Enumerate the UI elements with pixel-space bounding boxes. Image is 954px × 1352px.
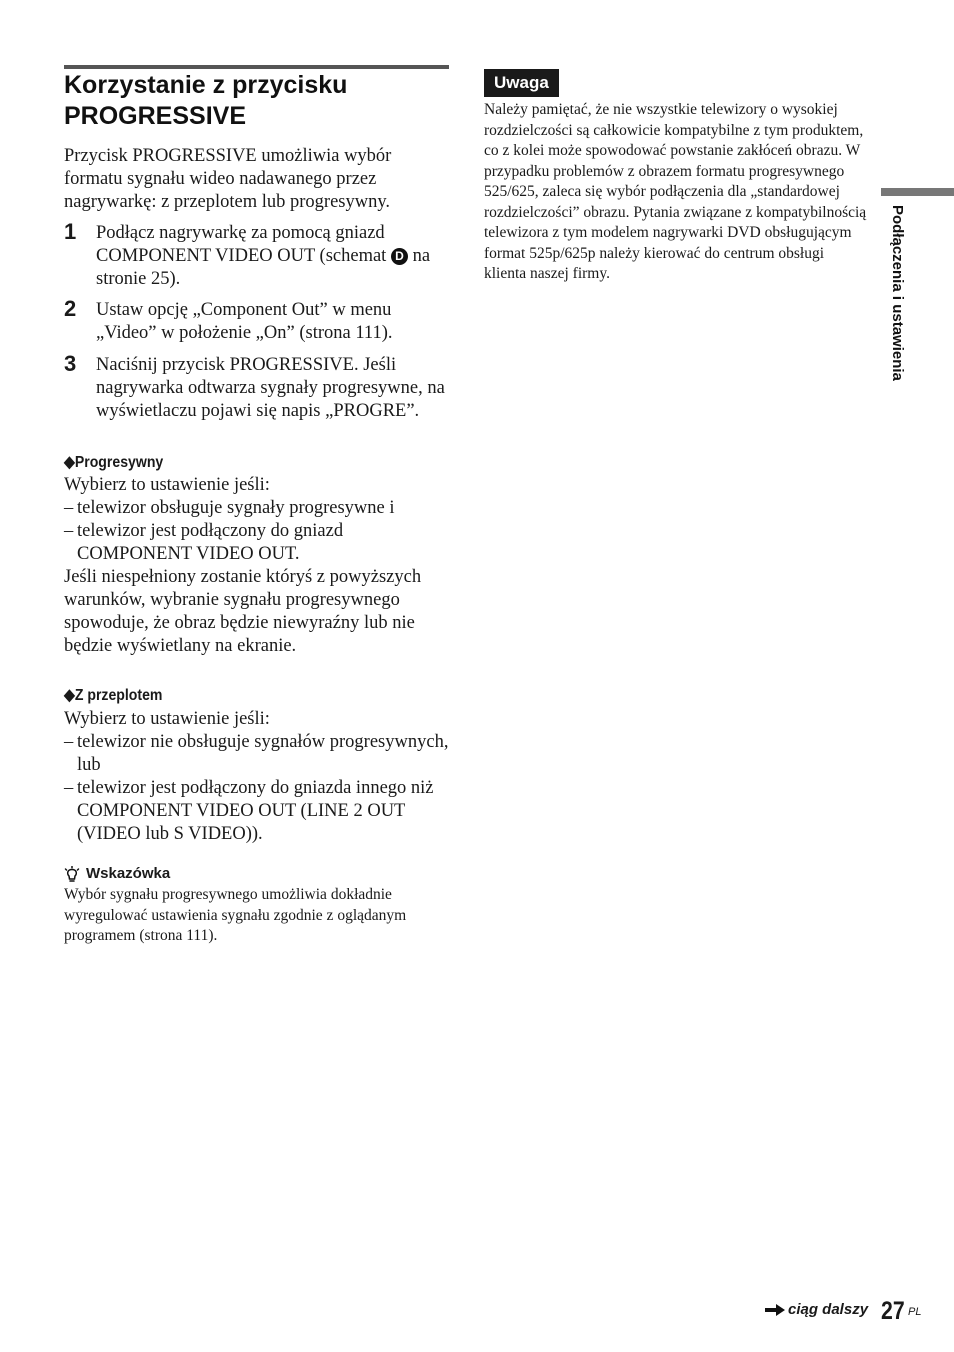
interlace-block bbox=[64, 708, 456, 846]
continued-indicator: ciąg dalszy bbox=[765, 1300, 868, 1320]
list-item: – telewizor jest podłączony do gniazda innego niż COMPONENT VIDEO OUT (LINE 2 OUT (VIDEO lub S VIDEO)). bbox=[64, 778, 434, 844]
list-item: – telewizor obsługuje sygnały progresywne i bbox=[64, 498, 395, 518]
diagram-d-badge: D bbox=[391, 248, 408, 265]
tip-text: Wybór sygnału progresywnego umożliwia dokładnie wyregulować ustawienia sygnału zgodnie z oglądanym programem (strona 111). bbox=[64, 886, 407, 944]
progressive-lead: Wybierz to ustawienie jeśli: bbox=[64, 475, 270, 495]
side-tab-label: Podłączenia i ustawienia bbox=[889, 205, 906, 381]
title-line-2: PROGRESSIVE bbox=[64, 102, 246, 130]
page-language: PL bbox=[908, 1306, 922, 1318]
step-text: Podłącz nagrywarkę za pomocą gniazd COMPONENT VIDEO OUT (schemat D na stronie 25). bbox=[96, 223, 431, 289]
step-3 bbox=[64, 351, 454, 423]
progressive-block bbox=[64, 474, 456, 658]
step-1 bbox=[64, 219, 454, 291]
step-number: 1 bbox=[64, 219, 77, 244]
step-number: 2 bbox=[64, 296, 77, 321]
page-title bbox=[64, 70, 454, 132]
step-text: Ustaw opcję „Component Out” w menu „Video” w położenie „On” (strona 111). bbox=[96, 300, 393, 343]
tip-heading: Wskazówka bbox=[64, 864, 170, 884]
note-text: Należy pamiętać, że nie wszystkie telewizory o wysokiej rozdzielczości są całkowicie kompatybilne z tym produktem, co z kolei może spowodować powstanie zakłóceń obrazu. W przypadku problemów z obrazem formatu progresywnego 525/625, zaleca się wybór podłączenia dla „standardowej rozdzielczości” obrazu. Pytania związane z kompatybilnością telewizora z tym modelem nagrywarki DVD obsługującym format 525p/625p należy kierować do centrum obsługi klienta naszej firmy. bbox=[484, 101, 867, 282]
step-number: 3 bbox=[64, 351, 77, 376]
title-line-1: Korzystanie z przycisku bbox=[64, 71, 348, 99]
progressive-after: Jeśli niespełniony zostanie któryś z powyższych warunków, wybranie sygnału progresywnego spowoduje, że obraz będzie niewyraźny lub nie będzie wyświetlany na ekranie. bbox=[64, 567, 422, 656]
step-text: Naciśnij przycisk PROGRESSIVE. Jeśli nagrywarka odtwarza sygnały progresywne, na wyświetlaczu pojawi się napis „PROGRE”. bbox=[96, 355, 445, 421]
lightbulb-icon bbox=[64, 866, 80, 883]
intro-paragraph: Przycisk PROGRESSIVE umożliwia wybór formatu sygnału wideo nadawanego przez nagrywarkę: z przeplotem lub progresywny. bbox=[64, 146, 392, 212]
list-item: – telewizor jest podłączony do gniazd COMPONENT VIDEO OUT. bbox=[64, 521, 344, 564]
title-rule bbox=[64, 65, 449, 69]
interlace-lead: Wybierz to ustawienie jeśli: bbox=[64, 709, 270, 729]
step-2 bbox=[64, 296, 454, 345]
diamond-bullet-icon: ◆ bbox=[64, 687, 75, 704]
progressive-heading: ◆Progresywny bbox=[64, 454, 164, 471]
page-number: 27 bbox=[881, 1297, 905, 1325]
interlace-heading: ◆Z przeplotem bbox=[64, 687, 163, 704]
list-item: – telewizor nie obsługuje sygnałów progresywnych, lub bbox=[64, 732, 449, 775]
note-label: Uwaga bbox=[484, 69, 559, 97]
arrow-right-icon bbox=[765, 1304, 785, 1316]
diamond-bullet-icon: ◆ bbox=[64, 454, 75, 471]
side-tab-bar bbox=[881, 188, 954, 196]
